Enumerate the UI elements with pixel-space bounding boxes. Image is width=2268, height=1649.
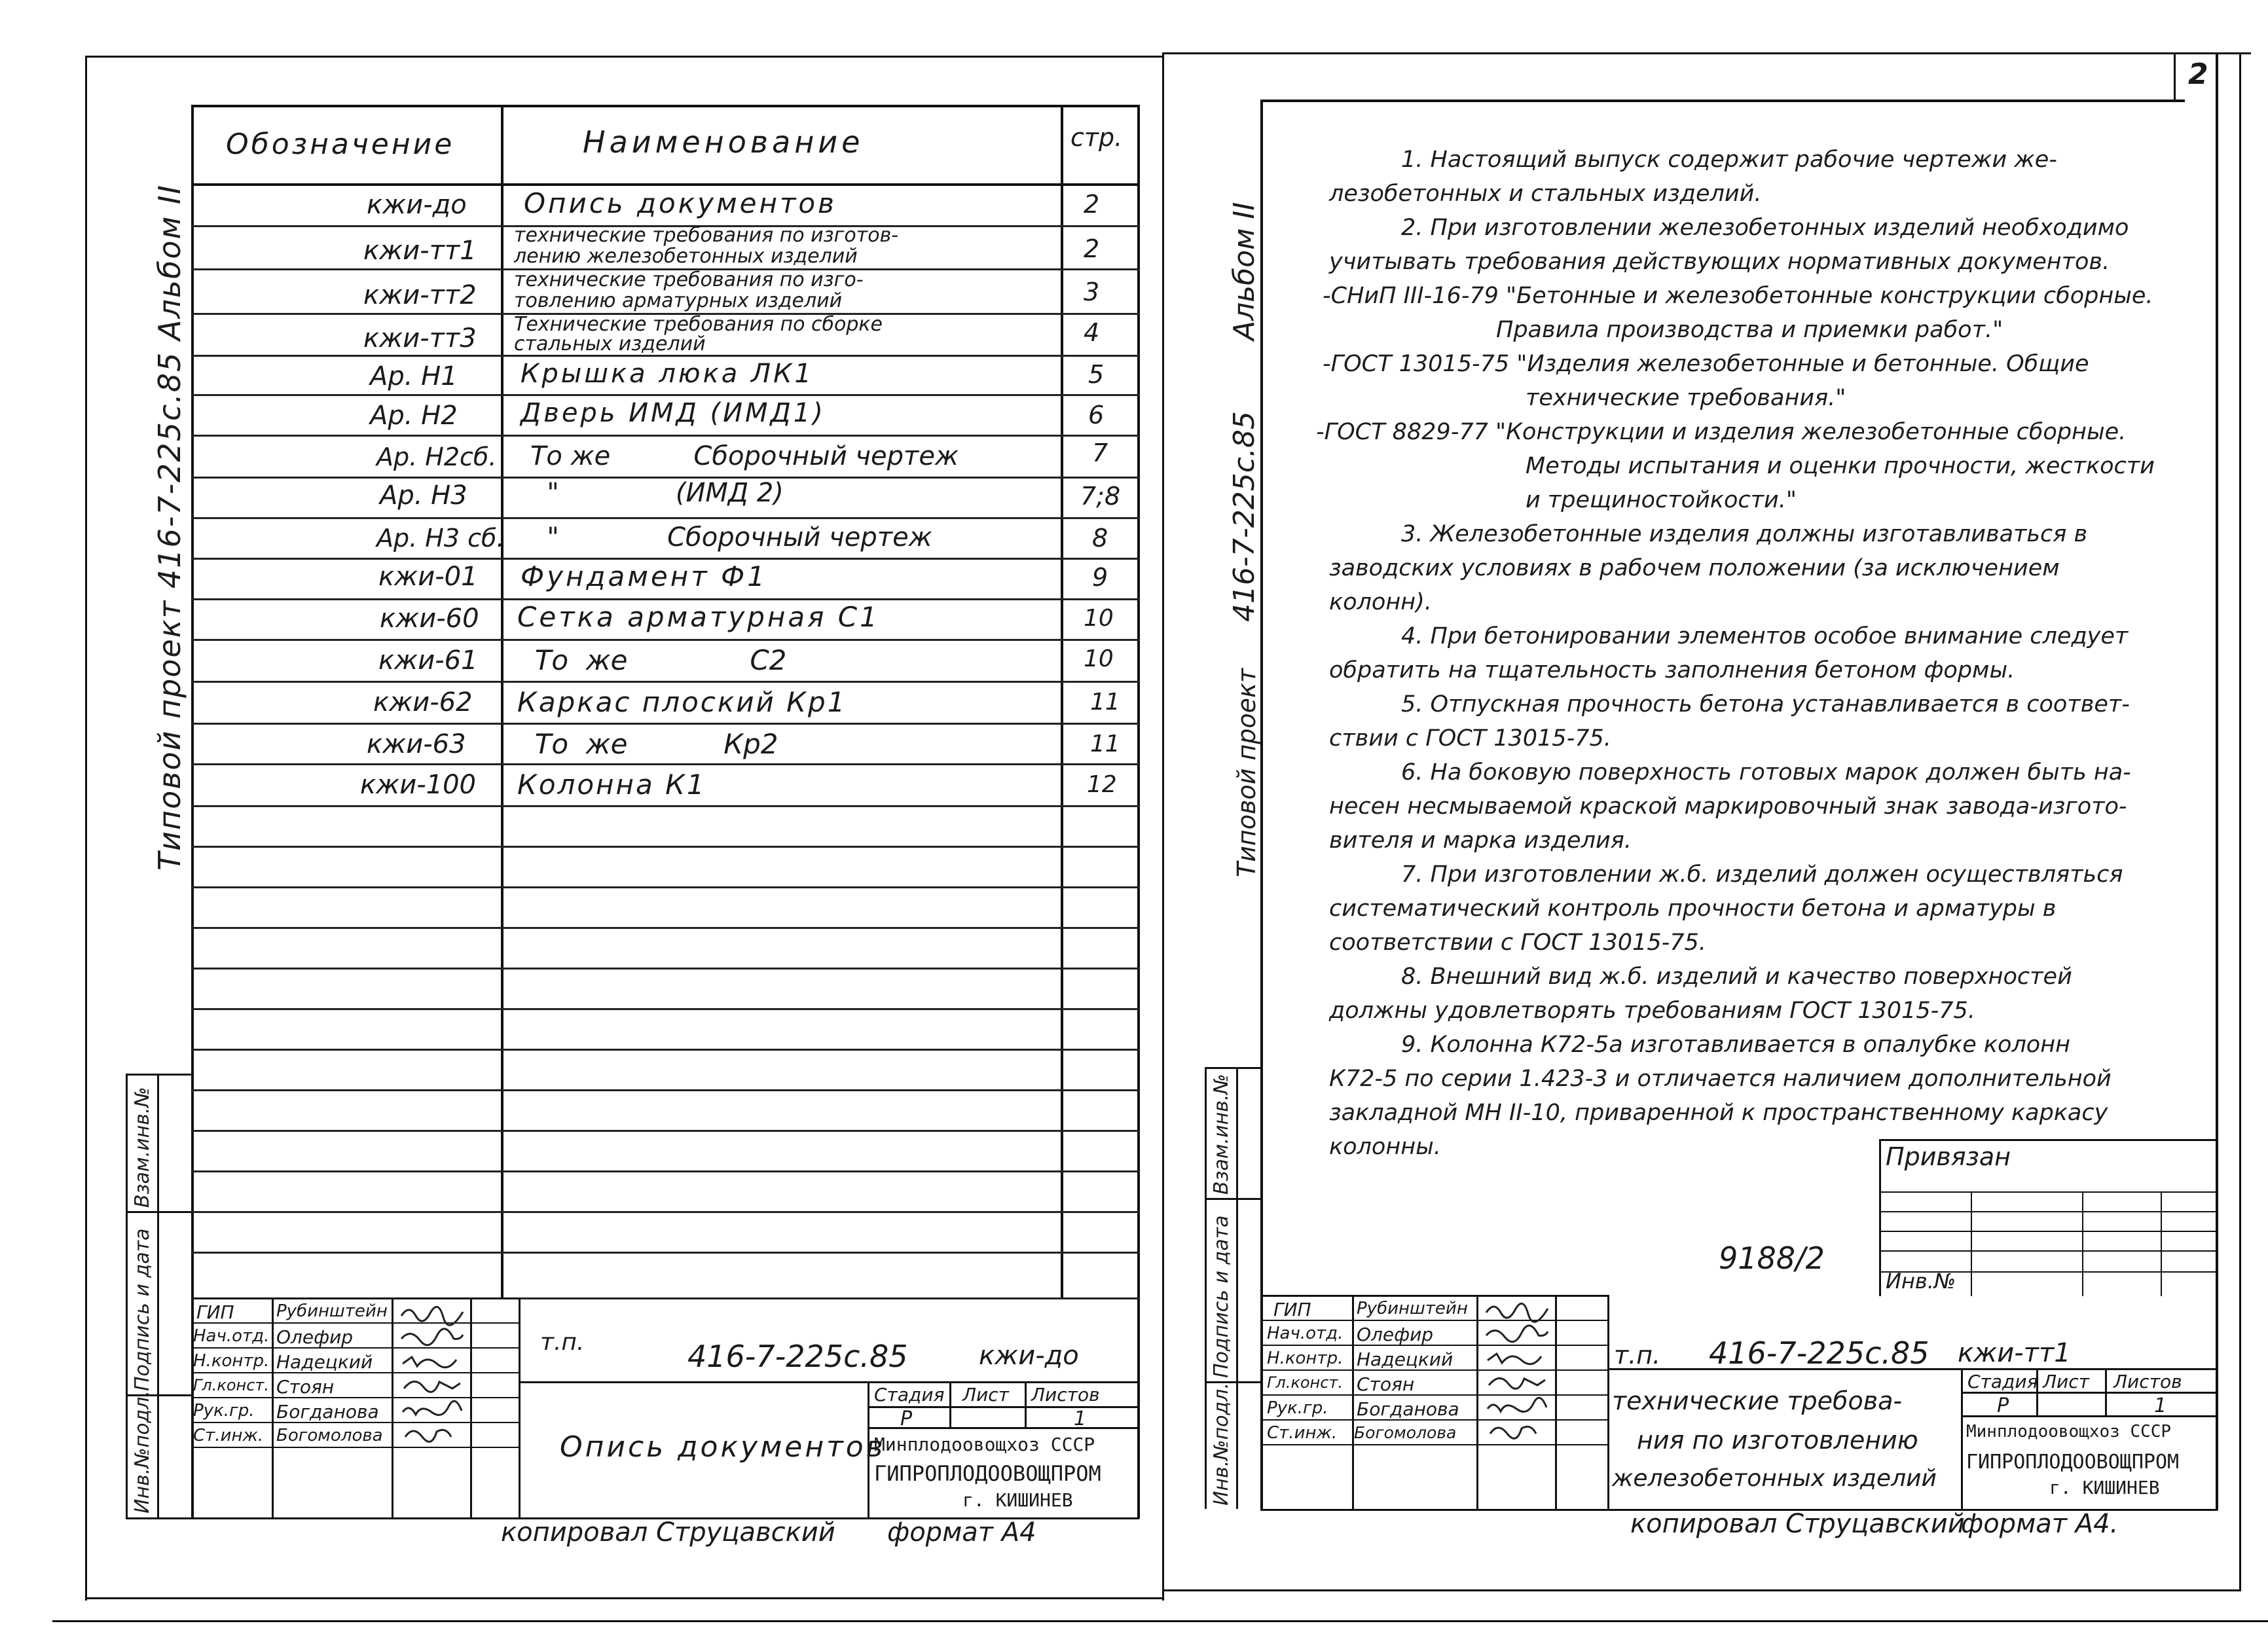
- r-stamp-name: Надецкий: [1357, 1349, 1454, 1370]
- row-name: То же Кр2: [517, 728, 778, 760]
- row-page: 10: [1084, 645, 1114, 672]
- stamp-line: [191, 1322, 519, 1324]
- stamp-role: Нач.отд.: [193, 1326, 270, 1346]
- left-side-title: Типовой проект 416-7-225с.85 Альбом II: [152, 184, 187, 871]
- row-designation: кжи-61: [378, 645, 478, 676]
- row-name: Каркас плоский Кр1: [517, 686, 847, 718]
- r-stamp-line: [1555, 1295, 1557, 1511]
- note-line: технические требования.": [1526, 385, 1846, 411]
- row-name: Дверь ИМД (ИМД1): [521, 398, 826, 428]
- stamp-project-code: 416-7-225с.85: [687, 1339, 908, 1374]
- r-stamp-line: [1352, 1295, 1354, 1511]
- r-format-label: формат А4.: [1961, 1509, 2119, 1539]
- r-stamp-role: ГИП: [1273, 1299, 1311, 1320]
- note-line: колонн).: [1329, 589, 1432, 615]
- row-line: [191, 517, 1139, 519]
- row-name: технические требования по изготов-: [514, 224, 899, 247]
- row-name: То же С2: [517, 644, 787, 676]
- right-frame-right: [2239, 52, 2241, 1591]
- stamp-line: [191, 1297, 519, 1299]
- r-stamp-line: [1260, 1320, 1607, 1321]
- r-stamp-stage-hdr: Стадия: [1967, 1371, 2038, 1392]
- r-stamp-name: Олефир: [1357, 1324, 1434, 1345]
- side-stamp-line: [126, 1517, 191, 1519]
- stamp-sheet-hdr: Лист: [962, 1384, 1009, 1405]
- r-stamp-org-2: ГИПРОПЛОДООВОЩПРОМ: [1966, 1451, 2180, 1474]
- col-divider-2: [1061, 105, 1063, 1299]
- row-line: [191, 846, 1139, 848]
- row-name-line2: лению железобетонных изделий: [514, 245, 858, 268]
- row-line: [191, 1211, 1139, 1213]
- stamp-org-3: г. КИШИНЕВ: [962, 1489, 1073, 1511]
- left-frame-top: [85, 56, 1164, 58]
- r-stamp-sheet-hdr: Лист: [2043, 1371, 2089, 1392]
- row-page: 2: [1084, 234, 1100, 263]
- privyazan-line: [1879, 1231, 2218, 1232]
- row-designation: Ар. Н3: [380, 480, 467, 511]
- row-designation: Ар. Н2: [370, 401, 458, 431]
- row-line: [191, 598, 1139, 600]
- row-line: [191, 435, 1139, 437]
- stamp-sheets-hdr: Листов: [1031, 1384, 1100, 1405]
- note-line: -ГОСТ 13015-75 "Изделия железобетонные и бетонные. Общие: [1323, 351, 2089, 377]
- left-frame-bottom: [85, 1597, 1164, 1599]
- row-name: Технические требования по сборке: [514, 313, 883, 336]
- privyazan-line: [1879, 1191, 2218, 1193]
- stamp-org-2: ГИПРОПЛОДООВОЩПРОМ: [874, 1461, 1101, 1486]
- format-label: формат А4: [887, 1517, 1036, 1548]
- note-line: 6. На боковую поверхность готовых марок должен быть на-: [1401, 759, 2131, 786]
- right-side-stamp-inv: Инв.№подл.: [1210, 1383, 1233, 1506]
- right-side-stamp-line: [1205, 1198, 1262, 1200]
- note-line: закладной МН II-10, приваренной к пространственному каркасу: [1329, 1100, 2108, 1126]
- note-line: соответствии с ГОСТ 13015-75.: [1329, 930, 1706, 956]
- note-line: вителя и марка изделия.: [1329, 827, 1632, 854]
- row-name: технические требования по изго-: [514, 268, 864, 291]
- r-stamp-org-1: Минплодоовощхоз СССР: [1966, 1422, 2172, 1441]
- row-page: 12: [1087, 771, 1117, 798]
- row-designation: Ар. Н2сб.: [376, 443, 497, 471]
- r-signature-scribbles: [1481, 1296, 1553, 1443]
- stamp-doc-code: кжи-до: [979, 1341, 1079, 1371]
- stamp-name: Олефир: [276, 1326, 354, 1348]
- stamp-line: [1025, 1381, 1027, 1427]
- stamp-line: [272, 1297, 274, 1519]
- side-stamp-line: [157, 1074, 159, 1519]
- row-designation: кжи-60: [380, 604, 479, 634]
- stamp-doc-title: Опись документов: [560, 1430, 886, 1464]
- row-line: [191, 886, 1139, 888]
- page-number: 2: [2188, 58, 2208, 91]
- right-side-title-bottom: Типовой проект: [1232, 668, 1261, 877]
- stamp-line: [392, 1297, 393, 1519]
- note-line: -ГОСТ 8829-77 "Конструкции и изделия железобетонные сборные.: [1316, 419, 2127, 445]
- row-designation: Ар. Н3 сб.: [376, 524, 505, 553]
- side-stamp-sign: Подпись и дата: [131, 1228, 154, 1391]
- note-line: обратить на тщательность заполнения бетоном формы.: [1329, 657, 2015, 683]
- row-page: 7;8: [1080, 482, 1121, 511]
- side-stamp-line: [126, 1074, 191, 1076]
- note-line: 2. При изготовлении железобетонных изделий необходимо: [1401, 215, 2129, 241]
- privyazan-label: Привязан: [1886, 1142, 2011, 1171]
- stamp-sheet: 1: [1074, 1407, 1087, 1430]
- table-right-line: [1137, 105, 1140, 1519]
- r-stamp-doc-title-3: железобетонных изделий: [1612, 1465, 1937, 1492]
- r-stamp-sheets: 1: [2154, 1394, 2167, 1417]
- row-designation: кжи-тт1: [363, 236, 477, 266]
- row-name: " Сборочный чертеж: [530, 522, 932, 553]
- row-line: [191, 968, 1139, 969]
- r-stamp-line: [1607, 1295, 1609, 1511]
- r-stamp-doc-code: кжи-тт1: [1958, 1338, 2071, 1368]
- notes-block: [1316, 143, 2155, 1164]
- row-designation: кжи-100: [360, 770, 476, 800]
- r-stamp-line: [1260, 1444, 1607, 1445]
- inner-frame-top: [1260, 100, 2185, 102]
- stamp-line: [191, 1447, 519, 1448]
- row-designation: кжи-01: [378, 562, 478, 592]
- stamp-line: [949, 1381, 951, 1427]
- page-box-left: [2174, 52, 2176, 100]
- right-frame-bottom: [1164, 1589, 2241, 1591]
- row-name-line2: товлению арматурных изделий: [514, 289, 843, 312]
- note-line: учитывать требования действующих нормативных документов.: [1329, 249, 2110, 275]
- row-line: [191, 558, 1139, 560]
- header-designation: Обозначение: [226, 128, 455, 161]
- stamp-name: Надецкий: [276, 1351, 373, 1373]
- row-designation: кжи-тт3: [363, 323, 477, 353]
- row-line: [191, 1089, 1139, 1091]
- r-stamp-role: Рук.гр.: [1267, 1398, 1328, 1418]
- r-stamp-stage: Р: [1997, 1394, 2009, 1417]
- stamp-stage: Р: [900, 1407, 913, 1430]
- row-line: [191, 1008, 1139, 1010]
- row-line: [191, 1170, 1139, 1172]
- row-page: 11: [1090, 731, 1120, 757]
- row-name: Колонна К1: [517, 769, 706, 801]
- table-left-line: [191, 105, 194, 1519]
- row-line: [191, 1130, 1139, 1132]
- r-stamp-name: Стоян: [1357, 1373, 1415, 1395]
- right-side-stamp-line: [1236, 1067, 1238, 1509]
- stamp-org-1: Минплодоовощхоз СССР: [874, 1434, 1095, 1455]
- r-stamp-doc-title-1: технические требова-: [1612, 1386, 1903, 1415]
- note-line: Правила производства и приемки работ.": [1496, 317, 2003, 343]
- stamp-role: Гл.конст.: [193, 1376, 270, 1394]
- row-line: [191, 1049, 1139, 1051]
- scan-edge-bottom: [52, 1620, 2268, 1622]
- stamp-name: Стоян: [276, 1376, 335, 1398]
- header-bottom-line: [191, 183, 1139, 186]
- header-name: Наименование: [583, 124, 864, 160]
- row-line: [191, 394, 1139, 396]
- row-page: 6: [1088, 401, 1105, 429]
- row-designation: кжи-тт2: [363, 280, 477, 310]
- right-side-stamp-replace: Взам.инв.№: [1210, 1074, 1233, 1195]
- r-stamp-line: [1961, 1368, 1963, 1511]
- stamp-name: Богомолова: [276, 1426, 383, 1445]
- note-line: 1. Настоящий выпуск содержит рабочие чертежи же-: [1401, 147, 2057, 173]
- privyazan-line: [1971, 1191, 1972, 1296]
- stamp-line: [519, 1297, 521, 1519]
- col-divider-1: [501, 105, 503, 1299]
- row-line: [191, 1252, 1139, 1254]
- note-line: 4. При бетонировании элементов особое внимание следует: [1401, 623, 2129, 649]
- privyazan-line: [1879, 1211, 2218, 1212]
- side-stamp-line: [126, 1074, 128, 1519]
- r-stamp-doc-title-2: ния по изготовлению: [1637, 1426, 1918, 1455]
- row-page: 5: [1088, 360, 1105, 389]
- stamp-name: Богданова: [276, 1401, 379, 1422]
- right-side-title-top: Альбом II: [1228, 202, 1261, 340]
- row-name: Фундамент Ф1: [521, 560, 767, 592]
- left-frame-right: [1162, 52, 1164, 1601]
- side-stamp-line: [126, 1211, 191, 1213]
- r-stamp-role: Н.контр.: [1267, 1349, 1344, 1368]
- row-line: [191, 927, 1139, 929]
- note-line: и трещиностойкости.": [1526, 487, 1797, 513]
- stamp-role: Ст.инж.: [193, 1426, 264, 1445]
- row-name: Крышка люка ЛК1: [521, 359, 814, 389]
- stamp-tp-label: т.п.: [540, 1329, 585, 1356]
- row-page: 4: [1084, 318, 1100, 347]
- note-line: лезобетонных и стальных изделий.: [1329, 181, 1762, 207]
- row-name: Опись документов: [524, 187, 837, 219]
- r-stamp-project-code: 416-7-225с.85: [1709, 1335, 1930, 1371]
- side-stamp-inv: Инв.№подл.: [131, 1390, 154, 1513]
- row-line: [191, 805, 1139, 807]
- note-line: 8. Внешний вид ж.б. изделий и качество поверхностей: [1401, 964, 2072, 990]
- note-line: должны удовлетворять требованиям ГОСТ 13015-75.: [1329, 998, 1975, 1024]
- note-line: 5. Отпускная прочность бетона устанавливается в соответ-: [1401, 691, 2130, 717]
- row-designation: Ар. Н1: [370, 361, 458, 391]
- row-page: 8: [1092, 524, 1108, 553]
- row-name: " (ИМД 2): [530, 478, 784, 508]
- right-frame-top: [1164, 52, 2251, 54]
- note-line: -СНиП III-16-79 "Бетонные и железобетонные конструкции сборные.: [1323, 283, 2153, 309]
- r-stamp-line: [2105, 1368, 2107, 1415]
- privyazan-line: [2216, 1139, 2218, 1296]
- r-stamp-tp-label: т.п.: [1614, 1341, 1661, 1369]
- note-line: заводских условиях в рабочем положении (за исключением: [1329, 555, 2060, 581]
- r-stamp-role: Ст.инж.: [1267, 1423, 1338, 1443]
- inv-no-label: Инв.№: [1886, 1269, 1956, 1294]
- note-line: колонны.: [1329, 1134, 1441, 1160]
- stamp-role: Рук.гр.: [193, 1401, 255, 1421]
- r-stamp-sheets-hdr: Листов: [2113, 1371, 2182, 1392]
- right-side-title-mid: 416-7-225с.85: [1228, 411, 1261, 622]
- table-top-line: [191, 105, 1139, 107]
- r-stamp-name: Богомолова: [1354, 1423, 1457, 1442]
- row-page: 11: [1090, 689, 1120, 716]
- row-name: Сетка арматурная С1: [517, 601, 880, 633]
- row-designation: кжи-63: [367, 729, 466, 759]
- header-page: стр.: [1070, 123, 1123, 152]
- note-line: систематический контроль прочности бетона и арматуры в: [1329, 896, 2057, 922]
- note-line: 3. Железобетонные изделия должны изготавливаться в: [1401, 521, 2088, 547]
- signature-scribbles: [396, 1299, 468, 1447]
- row-name-line2: стальных изделий: [514, 333, 706, 355]
- row-page: 3: [1084, 278, 1100, 306]
- copied-by: копировал Струцавский: [501, 1517, 835, 1548]
- stamp-stage-hdr: Стадия: [874, 1384, 945, 1405]
- r-stamp-role: Нач.отд.: [1267, 1324, 1344, 1343]
- r-stamp-name: Рубинштейн: [1357, 1299, 1468, 1318]
- right-side-stamp-line: [1205, 1067, 1207, 1509]
- r-stamp-name: Богданова: [1357, 1398, 1459, 1420]
- note-line: ствии с ГОСТ 13015-75.: [1329, 725, 1611, 752]
- r-stamp-org-3: г. КИШИНЕВ: [2049, 1477, 2160, 1498]
- stamp-line: [191, 1397, 519, 1398]
- stamp-line: [470, 1297, 472, 1519]
- r-stamp-line: [1476, 1295, 1478, 1511]
- r-copied-by: копировал Струцавский: [1630, 1509, 1965, 1539]
- r-stamp-line: [1260, 1394, 1607, 1396]
- row-page: 7: [1092, 439, 1108, 467]
- note-line: 7. При изготовлении ж.б. изделий должен осуществляться: [1401, 861, 2123, 888]
- stamp-role: ГИП: [196, 1301, 234, 1323]
- side-stamp-replace: Взам.инв.№: [131, 1087, 154, 1208]
- r-stamp-role: Гл.конст.: [1267, 1373, 1344, 1392]
- privyazan-line: [1879, 1139, 1881, 1296]
- row-line: [191, 723, 1139, 725]
- row-line: [191, 639, 1139, 641]
- stamp-line: [519, 1381, 1139, 1383]
- row-designation: кжи-до: [367, 190, 467, 220]
- note-line: несен несмываемой краской маркировочный знак завода-изгото-: [1329, 793, 2127, 820]
- privyazan-line: [1879, 1250, 2218, 1252]
- stamp-line: [191, 1347, 519, 1349]
- right-side-stamp-sign: Подпись и дата: [1210, 1215, 1233, 1378]
- privyazan-line: [2082, 1191, 2083, 1296]
- row-line: [191, 681, 1139, 683]
- row-designation: кжи-62: [373, 687, 473, 717]
- stamp-role: Н.контр.: [193, 1351, 270, 1371]
- r-stamp-line: [1260, 1345, 1607, 1346]
- row-page: 2: [1084, 190, 1100, 219]
- note-line: Методы испытания и оценки прочности, жесткости: [1526, 453, 2155, 479]
- row-line: [191, 763, 1139, 765]
- stamp-name: Рубинштейн: [276, 1301, 388, 1321]
- row-name: То же Сборочный чертеж: [530, 441, 959, 471]
- note-line: 9. Колонна К72-5а изготавливается в опалубке колонн: [1401, 1032, 2070, 1058]
- note-line: К72-5 по серии 1.423-3 и отличается наличием дополнительной: [1329, 1066, 2112, 1092]
- privyazan-line: [2161, 1191, 2162, 1296]
- row-page: 10: [1084, 605, 1114, 632]
- archive-number: 9188/2: [1719, 1241, 1825, 1276]
- privyazan-line: [1879, 1139, 2218, 1141]
- row-page: 9: [1092, 563, 1108, 592]
- left-frame-left: [85, 56, 87, 1601]
- right-side-stamp-line: [1205, 1067, 1262, 1069]
